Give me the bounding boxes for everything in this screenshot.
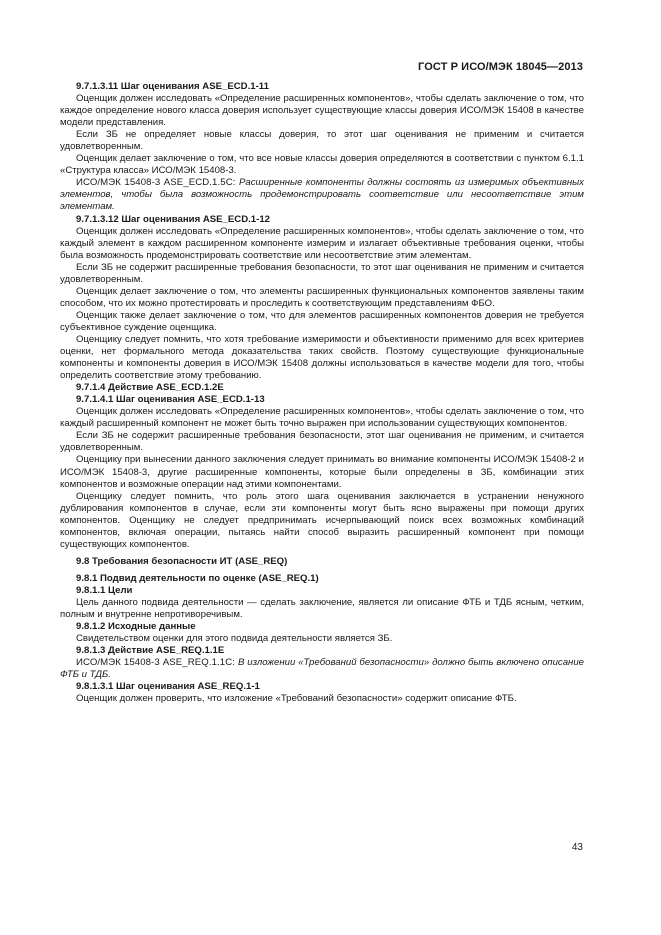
section-heading: 9.8.1.3.1 Шаг оценивания ASE_REQ.1-1	[76, 681, 260, 693]
section-heading: 9.8.1 Подвид деятельности по оценке (ASE_REQ.1)	[76, 572, 319, 584]
paragraph: Оценщик должен проверить, что изложение «Требований безопасности» содержит описание ФТБ.	[76, 693, 517, 705]
section-heading: 9.8.1.3 Действие ASE_REQ.1.1E	[76, 645, 225, 657]
section-heading: 9.8 Требования безопасности ИТ (ASE_REQ)	[76, 555, 288, 567]
requirement-paragraph	[60, 177, 584, 213]
section-heading: 9.7.1.4 Действие ASE_ECD.1.2E	[76, 382, 224, 394]
section-heading: 9.8.1.1 Цели	[76, 584, 133, 596]
paragraph: Если ЗБ не содержит расширенные требования безопасности, то этот шаг оценивания не применим и считается удовлетворенным.	[60, 261, 584, 285]
paragraph: Если ЗБ не содержит расширенные требования безопасности, этот шаг оценивания не применим, и считается удовлетворенным.	[60, 430, 584, 454]
paragraph: Оценщику следует помнить, что хотя требование измеримости и объективности применимо для всех критериев оценки, нет формального метода доказательства таких свойств. Поэтому существующие функциональные компоненты и компоненты доверия в ИСО/МЭК 15408 должны использоваться в качестве модели для того, чтобы определить соответствие этому требованию.	[60, 333, 584, 382]
paragraph: Цель данного подвида деятельности — сделать заключение, является ли описание ФТБ и ТДБ ясным, четким, полным и внутренне непротиворечивым.	[60, 596, 584, 621]
paragraph: Оценщику следует помнить, что роль этого шага оценивания заключается в устранении ненужного дублирования компонентов в случае, если эти компоненты могут быть ясно выражены при помощи других компонентов. Оценщику не следует предпринимать исчерпывающий поиск всех возможных комбинаций компонентов, включая операции, пытаясь найти способ выразить расширенный компонент при помощи существующих компонентов.	[60, 490, 584, 550]
paragraph: Оценщик делает заключение о том, что элементы расширенных функциональных компонентов заявлены таким способом, что их можно протестировать и проследить к соответствующим представлениям ФБО.	[60, 285, 584, 309]
requirement-text: В изложении «Требований безопасности» должно быть включено описание ФТБ и ТДБ.	[60, 657, 584, 681]
page-number: 43	[571, 842, 583, 853]
section-heading: 9.7.1.4.1 Шаг оценивания ASE_ECD.1-13	[76, 394, 265, 406]
paragraph: Оценщик должен исследовать «Определение расширенных компонентов», чтобы сделать заключение о том, что каждый элемент в каждом расширенном компоненте измерим и излагает объективные требования оценки, чтобы была возможность продемонстрировать соответствие или несоответствие этим элементам.	[60, 225, 584, 261]
requirement-text: Расширенные компоненты должны состоять из измеримых объективных элементов, чтобы была возможность продемонстрировать соответствие или несоответствие этим элементам.	[60, 177, 584, 213]
section-heading: 9.7.1.3.12 Шаг оценивания ASE_ECD.1-12	[76, 213, 271, 225]
paragraph: Оценщик должен исследовать «Определение расширенных компонентов», чтобы сделать заключение о том, что каждое определение нового класса доверия использует существующие классы доверия ИСО/МЭК 15408 в качестве модели представления.	[60, 93, 584, 129]
paragraph: Оценщик также делает заключение о том, что для элементов расширенных компонентов доверия не требуется субъективное суждение оценщика.	[60, 309, 584, 333]
standard-header: ГОСТ Р ИСО/МЭК 18045—2013	[418, 61, 583, 73]
section-heading: 9.8.1.2 Исходные данные	[76, 621, 196, 633]
requirement-reference: ИСО/МЭК 15408-3 ASE_ECD.1.5C:	[76, 177, 239, 189]
section-heading: 9.7.1.3.11 Шаг оценивания ASE_ECD.1-11	[76, 81, 269, 92]
paragraph: Свидетельством оценки для этого подвида деятельности является ЗБ.	[76, 633, 393, 645]
requirement-reference: ИСО/МЭК 15408-3 ASE_REQ.1.1C:	[76, 657, 238, 669]
requirement-paragraph	[60, 657, 584, 681]
paragraph: Оценщику при вынесении данного заключения следует принимать во внимание компоненты ИСО/МЭК 15408-2 и ИСО/МЭК 15408-3, другие расширенные компоненты, которые были определены в ЗБ, комбинации этих компонентов и возможные операции над этими компонентами.	[60, 454, 584, 490]
document-body	[60, 81, 584, 705]
paragraph: Если ЗБ не определяет новые классы доверия, то этот шаг оценивания не применим и считается удовлетворенным.	[60, 129, 584, 153]
paragraph: Оценщик должен исследовать «Определение расширенных компонентов», чтобы сделать заключение о том, что каждый расширенный компонент не может быть точно выражен при использовании существующих компонентов.	[60, 406, 584, 430]
paragraph: Оценщик делает заключение о том, что все новые классы доверия определяются в соответствии с пунктом 6.1.1 «Структура класса» ИСО/МЭК 15408-3.	[60, 153, 584, 177]
